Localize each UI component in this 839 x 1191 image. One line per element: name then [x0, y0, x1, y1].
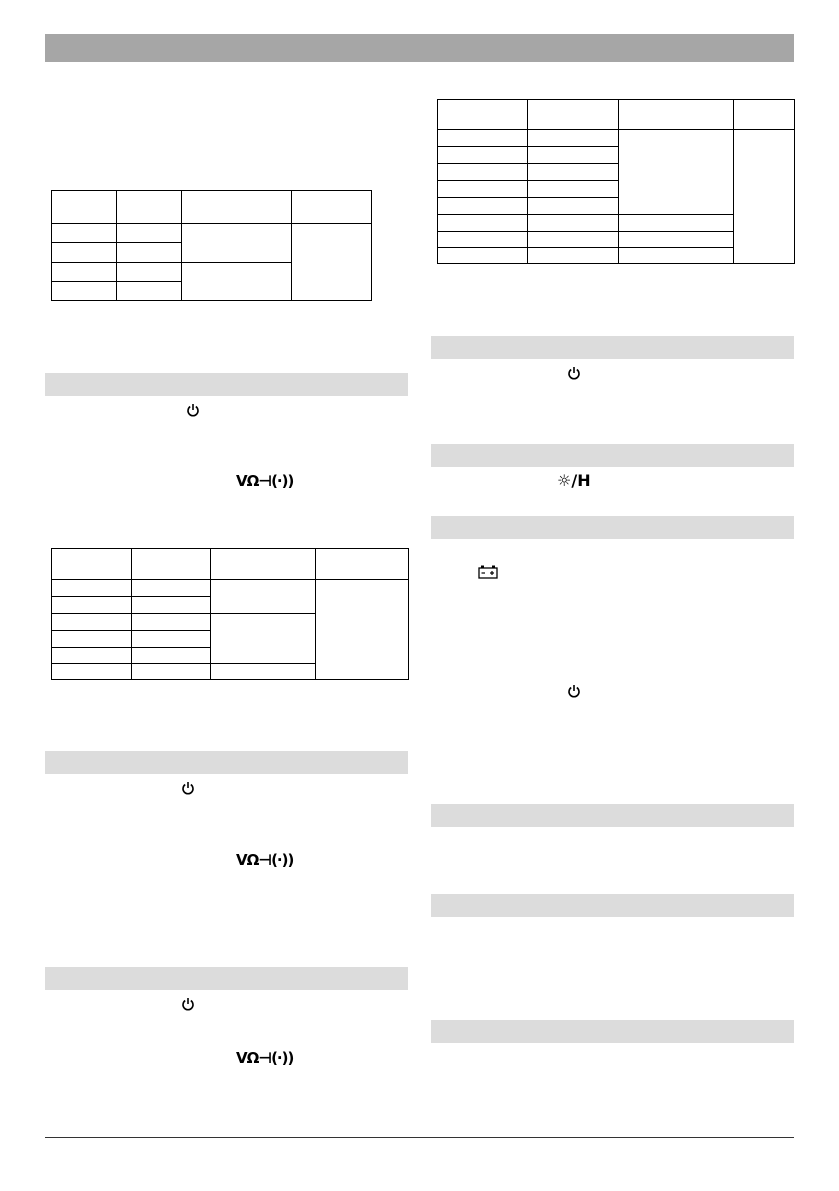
table-row: [52, 580, 409, 597]
function-symbols-icon: VΩ⊣(·)): [236, 1049, 294, 1067]
section-heading-bar: [431, 516, 794, 539]
section-heading-bar: [45, 967, 408, 990]
battery-icon: [478, 565, 498, 584]
page-header-bar: [45, 34, 794, 62]
power-icon: [181, 997, 195, 1011]
power-icon: [567, 366, 581, 380]
table-header-row: [52, 549, 409, 580]
function-symbols-icon: VΩ⊣(·)): [236, 851, 294, 869]
section-heading-bar: [45, 751, 408, 774]
power-icon: [186, 403, 200, 417]
power-icon: [181, 781, 195, 795]
table-row: [52, 224, 372, 243]
table-row: [438, 130, 795, 147]
section-heading-bar: [431, 1020, 794, 1043]
table-header-row: [52, 191, 372, 224]
spec-table-1: [51, 190, 372, 301]
backlight-hold-icon: ☼/H: [557, 471, 591, 490]
power-icon: [567, 684, 581, 698]
section-heading-bar: [431, 444, 794, 467]
section-heading-bar: [431, 894, 794, 917]
table-header-row: [438, 100, 795, 130]
section-heading-bar: [431, 336, 794, 359]
section-heading-bar: [45, 373, 408, 396]
section-heading-bar: [431, 804, 794, 827]
footer-rule: [45, 1137, 794, 1138]
spec-table-2: [51, 548, 409, 680]
function-symbols-icon: VΩ⊣(·)): [236, 472, 294, 490]
spec-table-3: [437, 99, 795, 264]
